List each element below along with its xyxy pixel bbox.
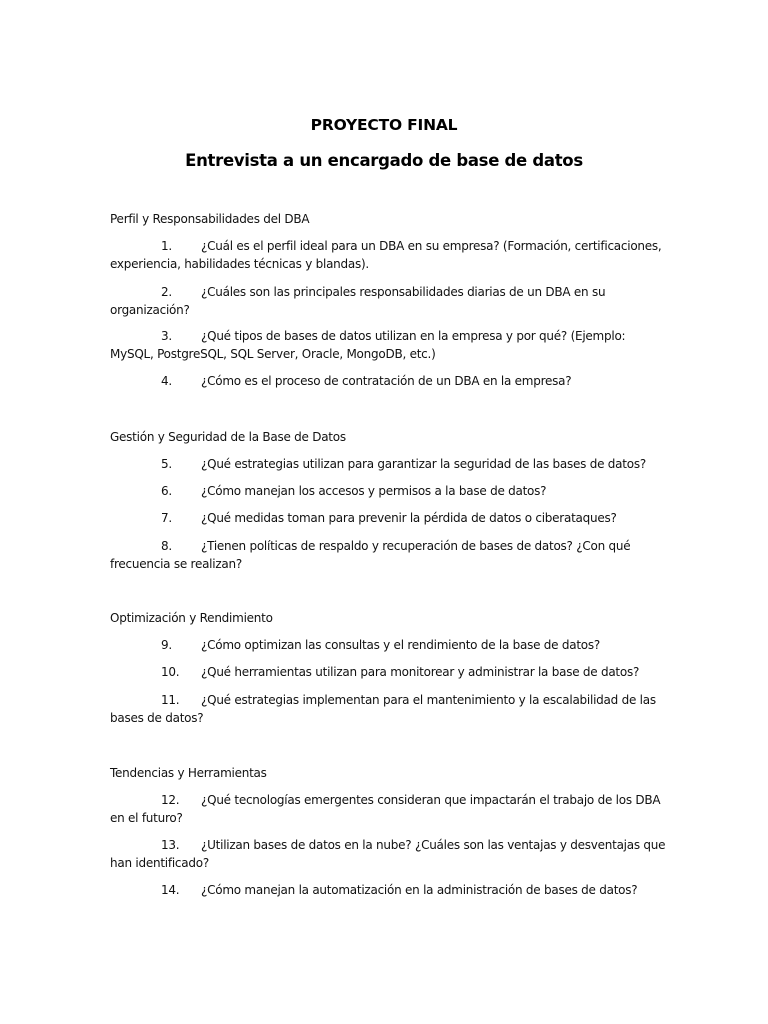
document-subtitle: Entrevista a un encargado de base de datos [185, 151, 583, 170]
question-item [110, 636, 670, 654]
document-title: PROYECTO FINAL [310, 116, 458, 134]
question-number: 8. [161, 539, 172, 553]
question-number: 5. [161, 457, 172, 471]
question-text-continued: experiencia, habilidades técnicas y blandas). [110, 257, 369, 271]
question-item [110, 283, 670, 319]
question-number: 10. [161, 665, 180, 679]
question-text: ¿Utilizan bases de datos en la nube? ¿Cuáles son las ventajas y desventajas que [201, 838, 666, 852]
question-text: ¿Qué herramientas utilizan para monitorear y administrar la base de datos? [201, 665, 640, 679]
question-text-continued: MySQL, PostgreSQL, SQL Server, Oracle, MongoDB, etc.) [110, 347, 436, 361]
question-number: 4. [161, 374, 172, 388]
question-text: ¿Cómo es el proceso de contratación de un DBA en la empresa? [201, 374, 572, 388]
question-item [110, 691, 670, 727]
section-heading-gestion: Gestión y Seguridad de la Base de Datos [110, 430, 346, 444]
question-text: ¿Qué tecnologías emergentes consideran que impactarán el trabajo de los DBA [201, 793, 661, 807]
question-number: 14. [161, 883, 180, 897]
question-item [110, 372, 670, 390]
question-text-continued: han identificado? [110, 856, 209, 870]
question-text: ¿Cómo optimizan las consultas y el rendimiento de la base de datos? [201, 638, 601, 652]
question-text: ¿Qué estrategias utilizan para garantizar la seguridad de las bases de datos? [201, 457, 646, 471]
question-item [110, 237, 670, 273]
question-text-continued: bases de datos? [110, 711, 204, 725]
question-text: ¿Cómo manejan la automatización en la administración de bases de datos? [201, 883, 638, 897]
question-number: 1. [161, 239, 172, 253]
question-text-continued: organización? [110, 303, 190, 317]
question-number: 7. [161, 511, 172, 525]
question-number: 9. [161, 638, 172, 652]
question-number: 3. [161, 329, 172, 343]
question-item [110, 836, 670, 872]
question-text: ¿Qué tipos de bases de datos utilizan en la empresa y por qué? (Ejemplo: [201, 329, 626, 343]
question-item [110, 327, 670, 363]
question-item [110, 537, 670, 573]
question-text-continued: frecuencia se realizan? [110, 557, 242, 571]
section-heading-optimizacion: Optimización y Rendimiento [110, 611, 273, 625]
question-item [110, 482, 670, 500]
question-item [110, 881, 670, 899]
question-number: 11. [161, 693, 180, 707]
question-text: ¿Cómo manejan los accesos y permisos a la base de datos? [201, 484, 547, 498]
question-item [110, 791, 670, 827]
question-text: ¿Qué estrategias implementan para el mantenimiento y la escalabilidad de las [201, 693, 656, 707]
question-text: ¿Qué medidas toman para prevenir la pérdida de datos o ciberataques? [201, 511, 617, 525]
question-text: ¿Tienen políticas de respaldo y recuperación de bases de datos? ¿Con qué [201, 539, 631, 553]
question-number: 6. [161, 484, 172, 498]
question-text: ¿Cuál es el perfil ideal para un DBA en su empresa? (Formación, certificaciones, [201, 239, 662, 253]
question-item [110, 455, 670, 473]
section-heading-perfil: Perfil y Responsabilidades del DBA [110, 212, 310, 226]
question-text: ¿Cuáles son las principales responsabilidades diarias de un DBA en su [201, 285, 606, 299]
question-item [110, 663, 670, 681]
section-heading-tendencias: Tendencias y Herramientas [110, 766, 267, 780]
question-text-continued: en el futuro? [110, 811, 183, 825]
question-number: 2. [161, 285, 172, 299]
question-item [110, 509, 670, 527]
question-number: 12. [161, 793, 180, 807]
question-number: 13. [161, 838, 180, 852]
